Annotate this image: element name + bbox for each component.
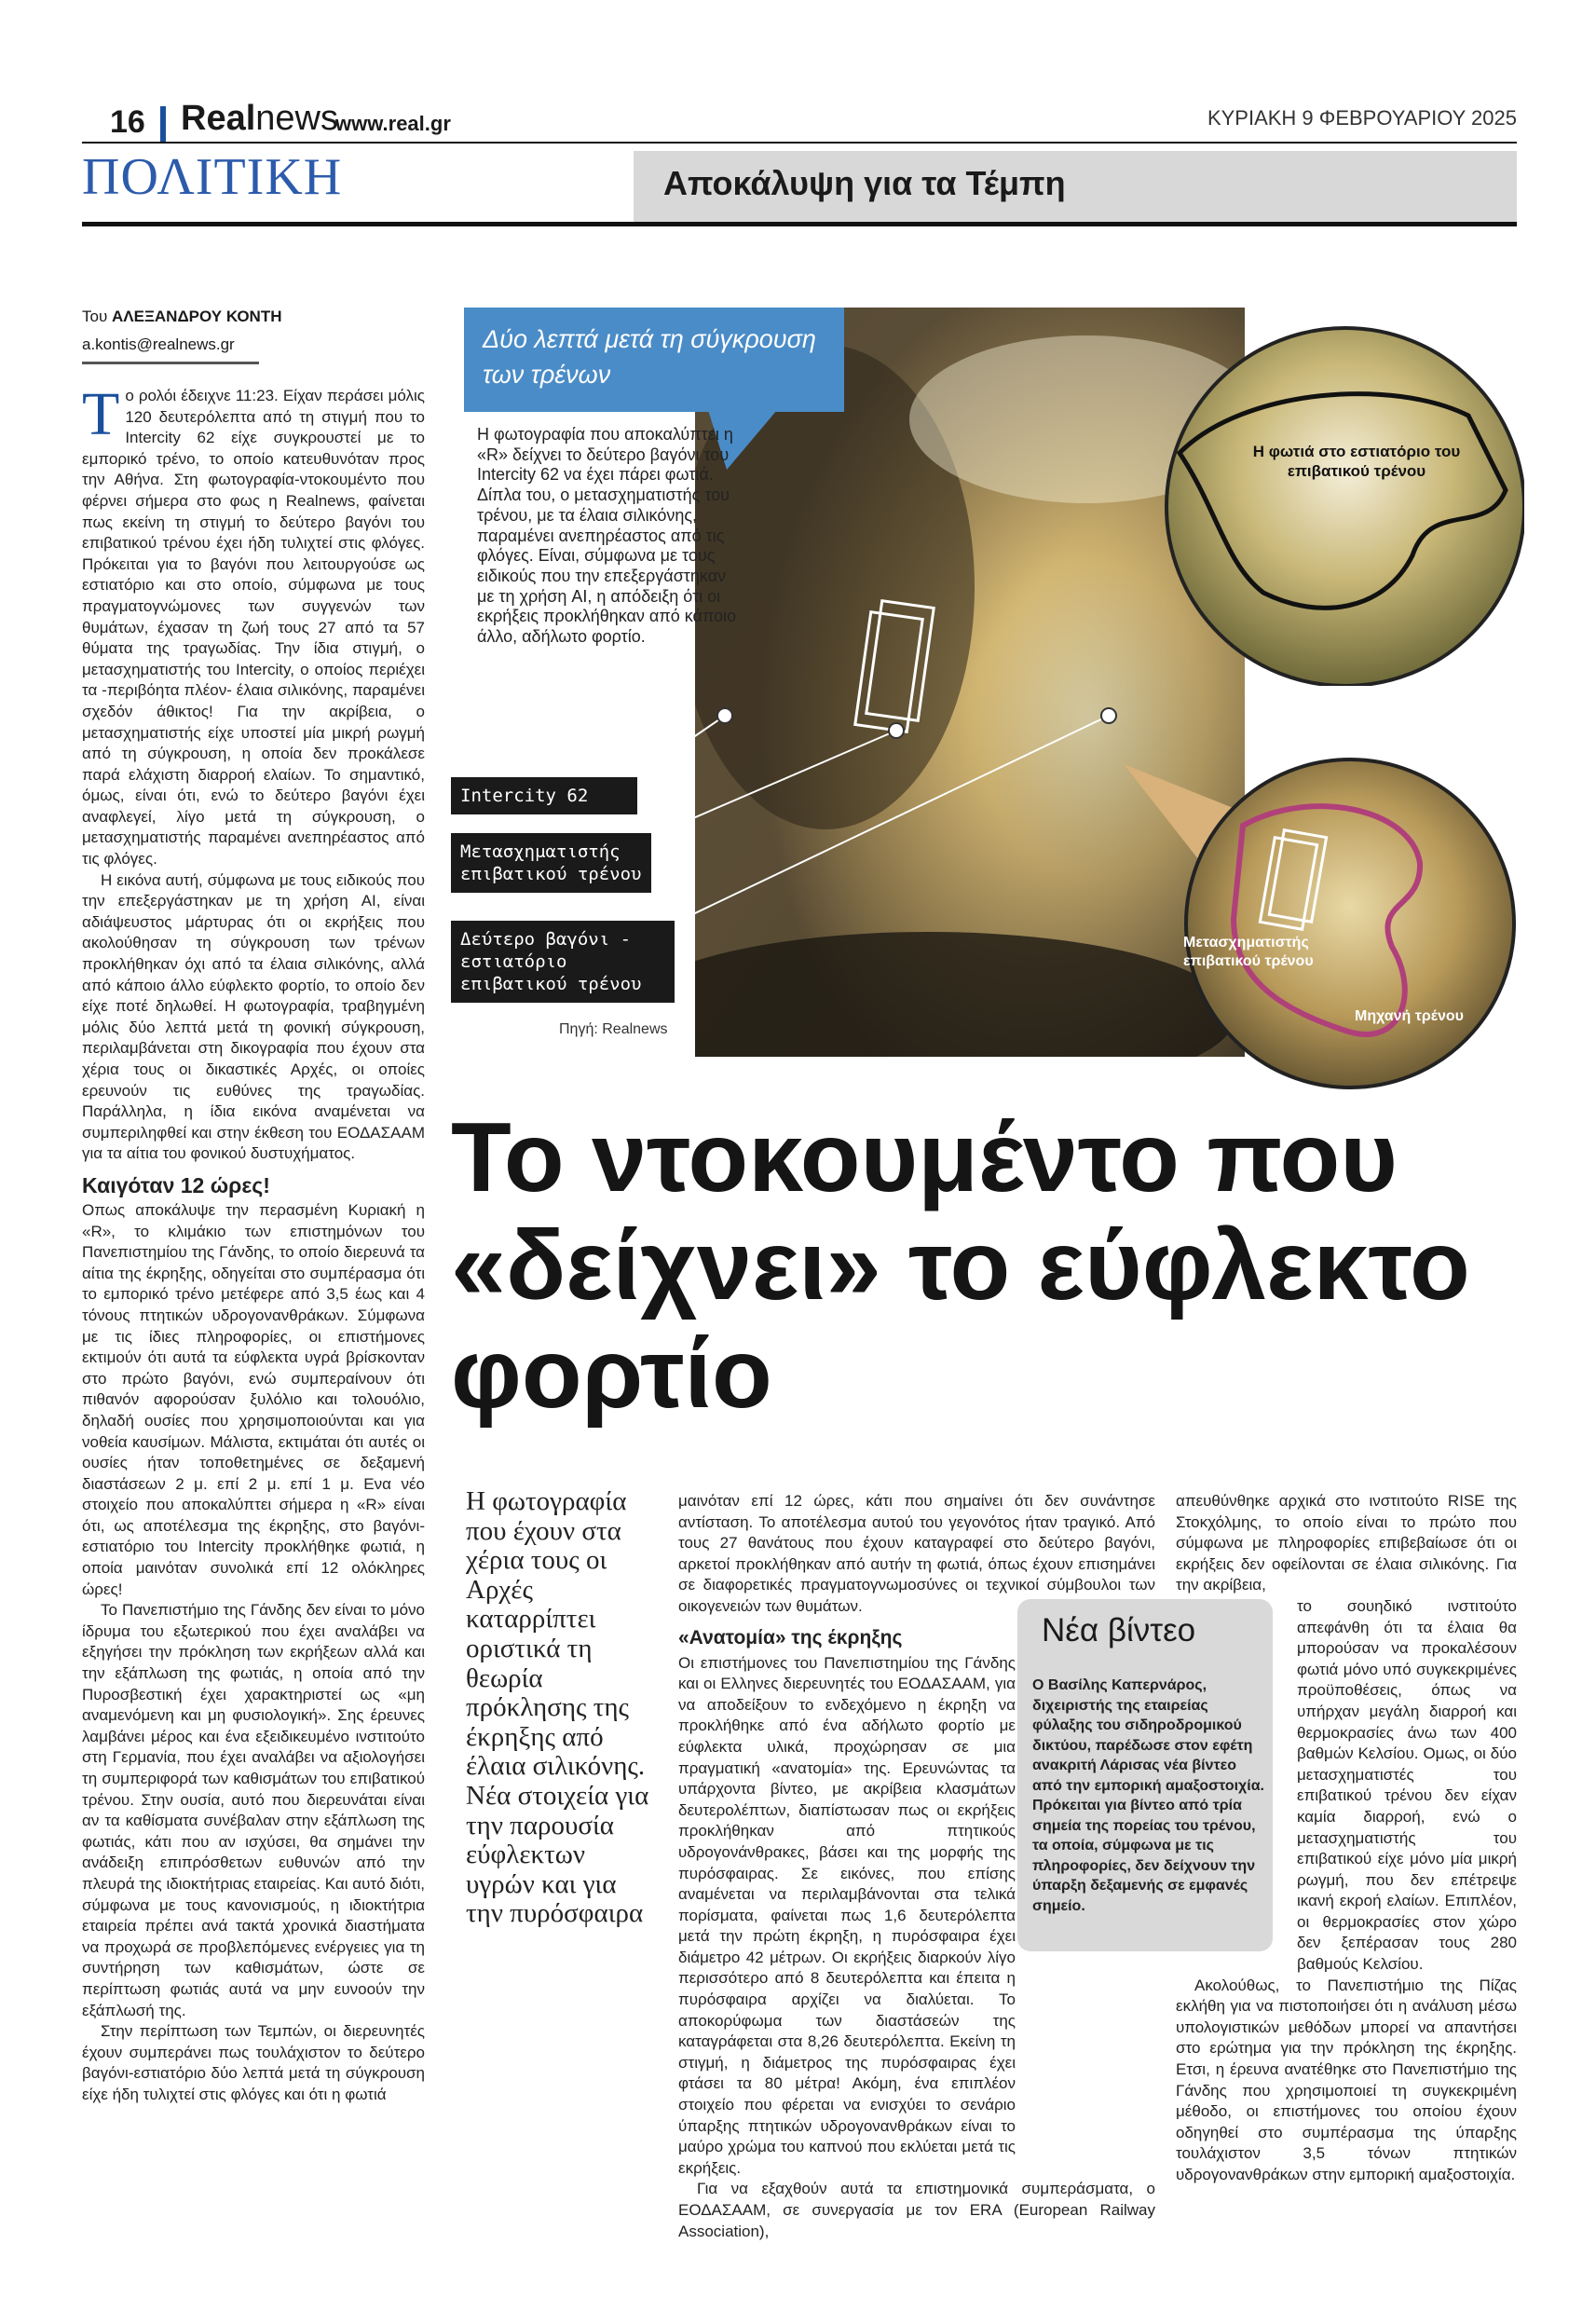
col3-paragraph-1a: απευθύνθηκε αρχικά στο ινστιτούτο RISE της Στοκχόλμης, το οποίο είναι το πρώτο που σύμφωνα με πληροφορίες επιβεβαίωσε ότι οι εκρήξεις δεν οφείλονται σε έλαια σιλικόνης. Για την ακρίβεια, bbox=[1176, 1492, 1517, 1594]
col3-paragraph-1b: το σουηδικό ινστιτούτο απεφάνθη ότι τα έλαια θα μπορούσαν να προκαλέσουν φωτιά μόνο υπό συγκεκριμένες προϋποθέσεις, όπως να υπήρχαν μεγάλη διαρροή και θερμοκρασίες άνω των 400 βαθμών Κελσίου. Ομως, οι δύο μετασχηματιστές του επιβατικού τρένου δεν είχαν καμία διαρροή, ενώ ο μετασχηματιστής του επιβατικού είχε μόνο μία μικρή ρωγμή, που δεν επέτρεψε ικανή εκροή ελαίων. Επιπλέον, οι θερμοκρασίες στον χώρο δεν ξεπέρασαν τους 280 βαθμούς Κελσίου. bbox=[1297, 1596, 1517, 1974]
photo-source: Πηγή: Realnews bbox=[559, 1021, 668, 1037]
col1-paragraph-4: Το Πανεπιστήμιο της Γάνδης δεν είναι το μόνο ίδρυμα του εξωτερικού που έχει αναλάβει να εξηγήσει την πρόκληση των εκρήξεων αλλά και την εξάπλωση της φωτιάς, η οποία από την Πυροσβεστική έχει χαρακτηριστεί ως «μη αναμενόμενη και μη φυσιολογική». Σης έρευνες λαμβάνει μέρος και ένα εξειδικευμένο ινστιτούτο στη Γερμανία, που έχει αναλάβει να αξιολογήσει τη συμπεριφορά των καθισμάτων του επιβατικού τρένου. Στην ουσία, αυτό που διερευνάται είναι αν τα καθίσματα συνέβαλαν στην εξάπλωση της φωτιάς, κάτι που αν ισχύσει, θα σημάνει την ανάδειξη επιπρόσθετων ευθυνών από την πλευρά της ιδιοκτήτριας εταιρείας. Και αυτό διότι, σύμφωνα με τους κανονισμούς, η ιδιοκτήτρια εταιρεία πρέπει ανά τακτά χρονικά διαστήματα να προχωρά σε προβλεπόμενες ενέργειες για τη συντήρηση των καθισμάτων, ώστε σε περίπτωση φωτιάς αυτά να μην ευνοούν την εξάπλωσή της. bbox=[82, 1601, 425, 2019]
article-column-1 bbox=[82, 380, 425, 2106]
byline-rule bbox=[82, 362, 259, 364]
zoom-bubble-fire bbox=[1152, 313, 1524, 686]
brand-url: www.real.gr bbox=[335, 112, 451, 135]
pull-quote: Η φωτογραφία που έχουν στα χέρια τους οι Αρχές καταρρίπτει οριστικά τη θεωρία πρόκλησης της έκρηξης από έλαια σιλικόνης. Νέα στοιχεία για την παρουσία εύφλεκτων υγρών και για την πυρόσφαιρα bbox=[466, 1486, 649, 1929]
zoom1-label: Η φωτιά στο εστιατόριο του επιβατικού τρένου bbox=[1252, 443, 1461, 480]
header-divider bbox=[160, 106, 166, 144]
col3-paragraph-2: Ακολούθως, το Πανεπιστήμιο της Πίζας εκλήθη για να πιστοποιήσει ότι η ανάλυση μέσω υπολογιστικών μεθόδων μπορεί να απαντήσει στο ερώτημα για την πρόκληση της έκρηξης. Ετσι, η έρευνα ανατέθηκε στο Πανεπιστήμιο της Γάνδης που χρησιμοποιεί τη συγκεκριμένη μέθοδο, οι επιστήμονες του οποίου έχουν οδηγηθεί στο συμπέρασμα της ύπαρξης τουλάχιστον 3,5 τόνων πτητικών υδρογονανθράκων στην εμπορική αμαξοστοιχία. bbox=[1176, 1976, 1517, 2183]
col2-paragraph-2: Οι επιστήμονες του Πανεπιστημίου της Γάνδης και οι Ελληνες διερευνητές του ΕΟΔΑΣΑΑΜ, για να αποδείξουν το ενδεχόμενο η έκρηξη να προκλήθηκε από ένα αδήλωτο φορτίο με εύφλεκτα υλικά, προχώρησαν σε μια πραγματική «ανατομία» της. Ερευνώντας τα υπάρχοντα βίντεο, με ακρίβεια κλασμάτων δευτερολέπτων, διαπίστωσαν πως οι εκρήξεις προκλήθηκαν από πτητικούς υδρογονάνθρακες, βάσει και της μορφής της πυρόσφαιρας. Σε εικόνες, που επίσης αναμένεται να περιλαμβάνονται στα τελικά πορίσματα, φαίνεται πως 1,6 δευτερόλεπτα μετά την πρώτη έκρηξη, η πυρόσφαιρα έχει διάμετρο 42 μέτρων. Οι εκρήξεις διαρκούν λίγο περισσότερο από 8 δευτερόλεπτα και έπειτα η πυρόσφαιρα αρχίζει να διαλύεται. Το αποκορύφωμα των διαστάσεών της καταγράφεται στα 8,26 δευτερόλεπτα. Εκείνη τη στιγμή, η διάμετρος της πυρόσφαιρας έχει φτάσει τα 80 μέτρα! Ακόμη, ένα επιπλέον στοιχείο που φέρεται να ενισχύει το σενάριο ύπαρξης πτητικών υδρογονανθράκων είναι το μαύρο χρώμα του καπνού που εκλύεται μετά τις εκρήξεις. bbox=[678, 1653, 1016, 2177]
section-rule bbox=[82, 222, 1517, 226]
headline: Το ντοκουμέντο που «δείχνει» το εύφλεκτο φορτίο bbox=[451, 1102, 1470, 1429]
byline bbox=[82, 308, 281, 326]
col2-paragraph-3: Για να εξαχθούν αυτά τα επιστημονικά συμπεράσματα, ο ΕΟΔΑΣΑΑΜ, σε συνεργασία με τον ERA (European Railway Association), bbox=[678, 2180, 1155, 2240]
header-rule bbox=[82, 142, 1517, 144]
photo-label: Δύο λεπτά μετά τη σύγκρουση των τρένων bbox=[483, 325, 816, 389]
zoom-bubble-transformer bbox=[1178, 751, 1522, 1096]
label-intercity: Intercity 62 bbox=[451, 777, 637, 814]
byline-author: ΑΛΕΞΑΝΔΡΟΥ ΚΟΝΤΗ bbox=[112, 308, 282, 325]
zoom2-label-engine: Μηχανή τρένου bbox=[1355, 1008, 1464, 1024]
page-number: 16 bbox=[110, 104, 145, 140]
col2-subheading: «Ανατομία» της έκρηξης bbox=[678, 1626, 903, 1648]
drop-cap: Τ bbox=[82, 380, 120, 448]
label-transformer: Μετασχηματιστής επιβατικού τρένου bbox=[451, 833, 651, 893]
brand-light: news bbox=[255, 99, 338, 138]
byline-email: a.kontis@realnews.gr bbox=[82, 335, 235, 353]
col1-paragraph-2: Η εικόνα αυτή, σύμφωνα με τους ειδικούς που την επεξεργάστηκαν με τη χρήση AI, είναι αδιάψευστος μάρτυρας ότι οι εκρήξεις που ακολούθησαν τη σύγκρουση των τρένων προκλήθηκαν όχι από τα έλαια σιλικόνης, αλλά από κάποιο άλλο εύφλεκτο φορτίο, το οποίο δεν είχε ποτέ δηλωθεί. Η φωτογραφία, τραβηγμένη μόλις δύο λεπτά μετά τη φονική σύγκρουση, περιλαμβάνεται στη δικογραφία που έχουν στα χέρια τους οι δικαστικές Αρχές, οι οποίες ερευνούν τις ευθύνες της τραγωδίας. Παράλληλα, η ίδια εικόνα αναμένεται να συμπεριληφθεί και στην έκθεση του ΕΟΔΑΣΑΑΜ για τα αίτια του φονικού δυστυχήματος. bbox=[82, 870, 425, 1163]
col1-subheading: Καιγόταν 12 ώρες! bbox=[82, 1172, 270, 1197]
col1-paragraph-5: Στην περίπτωση των Τεμπών, οι διερευνητές έχουν συμπεράνει πως τουλάχιστον το δεύτερο βαγόνι-εστιατόριο δύο λεπτά μετά τη σύγκρουση είχε ήδη τυλιχτεί στις φλόγες και ότι η φωτιά bbox=[82, 2022, 425, 2103]
photo-caption: Η φωτογραφία που αποκαλύπτει η «R» δείχνει το δεύτερο βαγόνι του Intercity 62 να έχει πάρει φωτιά. Δίπλα του, ο μετασχηματιστής του τρένου, με τα έλαια σιλικόνης, παραμένει ανεπηρέαστος από τις φλόγες. Είναι, σύμφωνα με τους ειδικούς που την επεξεργάστηκαν με τη χρήση AI, η απόδειξη ότι οι εκρήξεις προκλήθηκαν από κάποιο άλλο, αδήλωτο φορτίο. bbox=[477, 425, 737, 647]
byline-prefix: Του bbox=[82, 308, 112, 325]
col2-paragraph-1: μαινόταν επί 12 ώρες, κάτι που σημαίνει ότι δεν συνάντησε αντίσταση. Το αποτέλεσμα αυτού του γεγονότος ήταν τραγικό. Από τους 27 θανάτους που έχουν καταγραφεί στο δεύτερο βαγόνι, αρκετοί προκλήθηκαν από αυτήν τη φωτιά, όπως έχουν επισημάνει σε διαφορετικές πραγματογνωμοσύνες οι τεχνικοί σύμβουλοι των οικογενειών των θυμάτων. bbox=[678, 1492, 1155, 1615]
col1-paragraph-3: Οπως αποκάλυψε την περασμένη Κυριακή η «R», το κλιμάκιο των επιστημόνων του Πανεπιστημίου της Γάνδης, το οποίο διερευνά τα αίτια της έκρηξης, οδηγείται στο συμπέρασμα ότι το εμπορικό τρένο μετέφερε από 3,5 έως και 4 τόνους πτητικών υδρογονανθράκων. Σύμφωνα με τις ίδιες πληροφορίες, οι επιστήμονες εκτιμούν ότι αυτά τα εύφλεκτα υγρά βρίσκονταν στο πρώτο βαγόνι, ενώ συμπεραίνουν ότι πιθανόν αφορούσαν ξυλόλιο και τολουόλιο, δηλαδή ουσίες που χρησιμοποιούνται και για νοθεία καυσίμων. Μάλιστα, εκτιμάται ότι αυτές οι ουσίες ήταν τοποθετημένες σε δεξαμενή διαστάσεων 2 μ. επί 2 μ. επί 1 μ. Ενα νέο στοιχείο που αποκαλύπτει σήμερα η «R» είναι ότι, ως αποτέλεσμα της έκρηξης, στο βαγόνι-εστιατόριο του Intercity προκλήθηκε φωτιά, η οποία μαινόταν συνολικά επί 12 ολόκληρες ώρες! bbox=[82, 1200, 425, 1598]
article-column-3 bbox=[1176, 1491, 1517, 2186]
video-sidebar-title: Νέα βίντεο bbox=[1042, 1612, 1196, 1648]
brand-bold: Real bbox=[181, 99, 256, 138]
video-sidebar-text: Ο Βασίλης Καπερνάρος, διχειριστής της εταιρείας φύλαξης του σιδηροδρομικού δικτύου, παρέδωσε στον εφέτη ανακριτή Λάρισας νέα βίντεο από την εμπορική αμαξοστοιχία. Πρόκειται για βίντεο από τρία σημεία της πορείας του τρένου, τα οποία, σύμφωνα με τις πληροφορίες, δεν δείχνουν την ύπαρξη δεξαμενής σε εμφανές σημείο. bbox=[1032, 1677, 1264, 1914]
section-title: ΠΟΛΙΤΙΚΗ bbox=[82, 148, 343, 206]
topic-title: Αποκάλυψη για τα Τέμπη bbox=[663, 164, 1066, 202]
col1-paragraph-1: ο ρολόι έδειχνε 11:23. Είχαν περάσει μόλις 120 δευτερόλεπτα από τη στιγμή που το Intercity 62 είχε συγκρουστεί με το εμπορικό τρένο, το οποίο κατευθυνόταν προς την Αθήνα. Στη φωτογραφία-ντοκουμέντο που φέρνει σήμερα στο φως η Realnews, φαίνεται πως εκείνη τη στιγμή το δεύτερο βαγόνι του επιβατικού τρένου έχει ήδη τυλιχτεί στις φλόγες. Πρόκειται για το βαγόνι που λειτουργούσε ως εστιατόριο και στο οποίο, σύμφωνα με τους πραγματογνώμονες των συγγενών των θυμάτων, έχασαν τη ζωή τους 27 από τα 57 θύματα της τραγωδίας. Την ίδια στιγμή, ο μετασχηματιστής του Intercity, ο οποίος περιέχει τα -περιβόητα πλέον- έλαια σιλικόνης, παραμένει σχεδόν άθικτος! Για την ακρίβεια, ο μετασχηματιστής είχε υποστεί μία μικρή ρωγμή από τη σύγκρουση, η οποία δεν προκάλεσε παρά ελάχιστη διαρροή ελαίων. Το σημαντικό, όμως, είναι ότι, ενώ το δεύτερο βαγόνι έχει αναφλεγεί, λίγο μετά τη σύγκρουση, ο μετασχηματιστής παραμένει ανεπηρέαστος από τις φλόγες. bbox=[82, 387, 425, 869]
issue-date: ΚΥΡΙΑΚΗ 9 ΦΕΒΡΟΥΑΡΙΟΥ 2025 bbox=[1207, 106, 1517, 130]
brand-logo bbox=[181, 99, 338, 139]
zoom2-label-transformer: Μετασχηματιστής επιβατικού τρένου bbox=[1183, 935, 1314, 969]
label-wagon: Δεύτερο βαγόνι - εστιατόριο επιβατικού τρένου bbox=[451, 921, 675, 1003]
